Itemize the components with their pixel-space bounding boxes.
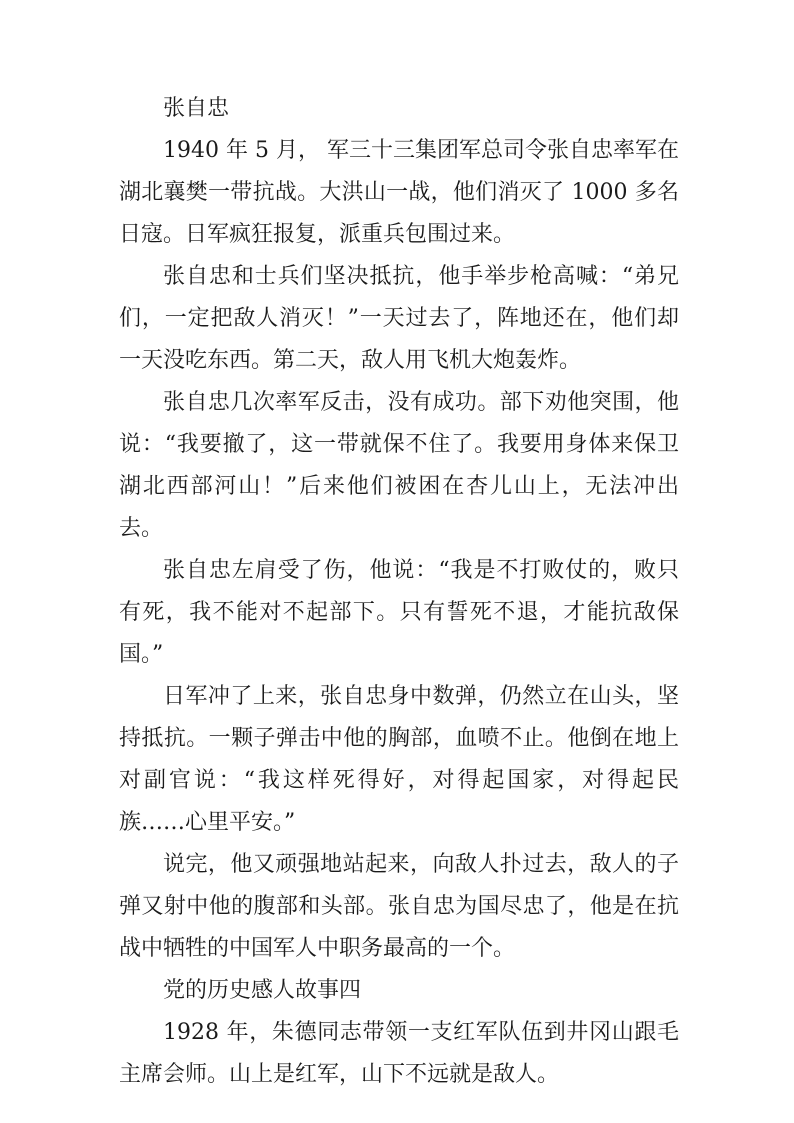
paragraph: 1940 年 5 月， 军三十三集团军总司令张自忠率军在湖北襄樊一带抗战。大洪山一战，他们消灭了 1000 多名日寇。日军疯狂报复，派重兵包围过来。 xyxy=(119,138,679,247)
document-body xyxy=(119,88,679,1096)
paragraph: 说完，他又顽强地站起来，向敌人扑过去，敌人的子弹又射中他的腹部和头部。张自忠为国尽忠了，他是在抗战中牺牲的中国军人中职务最高的一个。 xyxy=(119,852,679,961)
paragraph: 张自忠和士兵们坚决抵抗，他手举步枪高喊：“弟兄们，一定把敌人消灭！”一天过去了，阵地还在，他们却一天没吃东西。第二天，敌人用飞机大炮轰炸。 xyxy=(119,264,679,373)
paragraph: 1928 年，朱德同志带领一支红军队伍到井冈山跟毛主席会师。山上是红军，山下不远就是敌人。 xyxy=(119,1020,679,1087)
paragraph: 张自忠左肩受了伤，他说：“我是不打败仗的，败只有死，我不能对不起部下。只有誓死不退，才能抗敌保国。” xyxy=(119,558,679,667)
paragraph: 日军冲了上来，张自忠身中数弹，仍然立在山头，坚持抵抗。一颗子弹击中他的胸部，血喷不止。他倒在地上对副官说：“我这样死得好，对得起国家，对得起民族……心里平安。” xyxy=(119,684,679,835)
section-title-zhang-zizhong: 张自忠 xyxy=(163,96,230,121)
section-title-story-four: 党的历史感人故事四 xyxy=(163,978,362,1003)
paragraph: 张自忠几次率军反击，没有成功。部下劝他突围，他说：“我要撤了，这一带就保不住了。我要用身体来保卫湖北西部河山！”后来他们被困在杏儿山上，无法冲出去。 xyxy=(119,390,679,541)
